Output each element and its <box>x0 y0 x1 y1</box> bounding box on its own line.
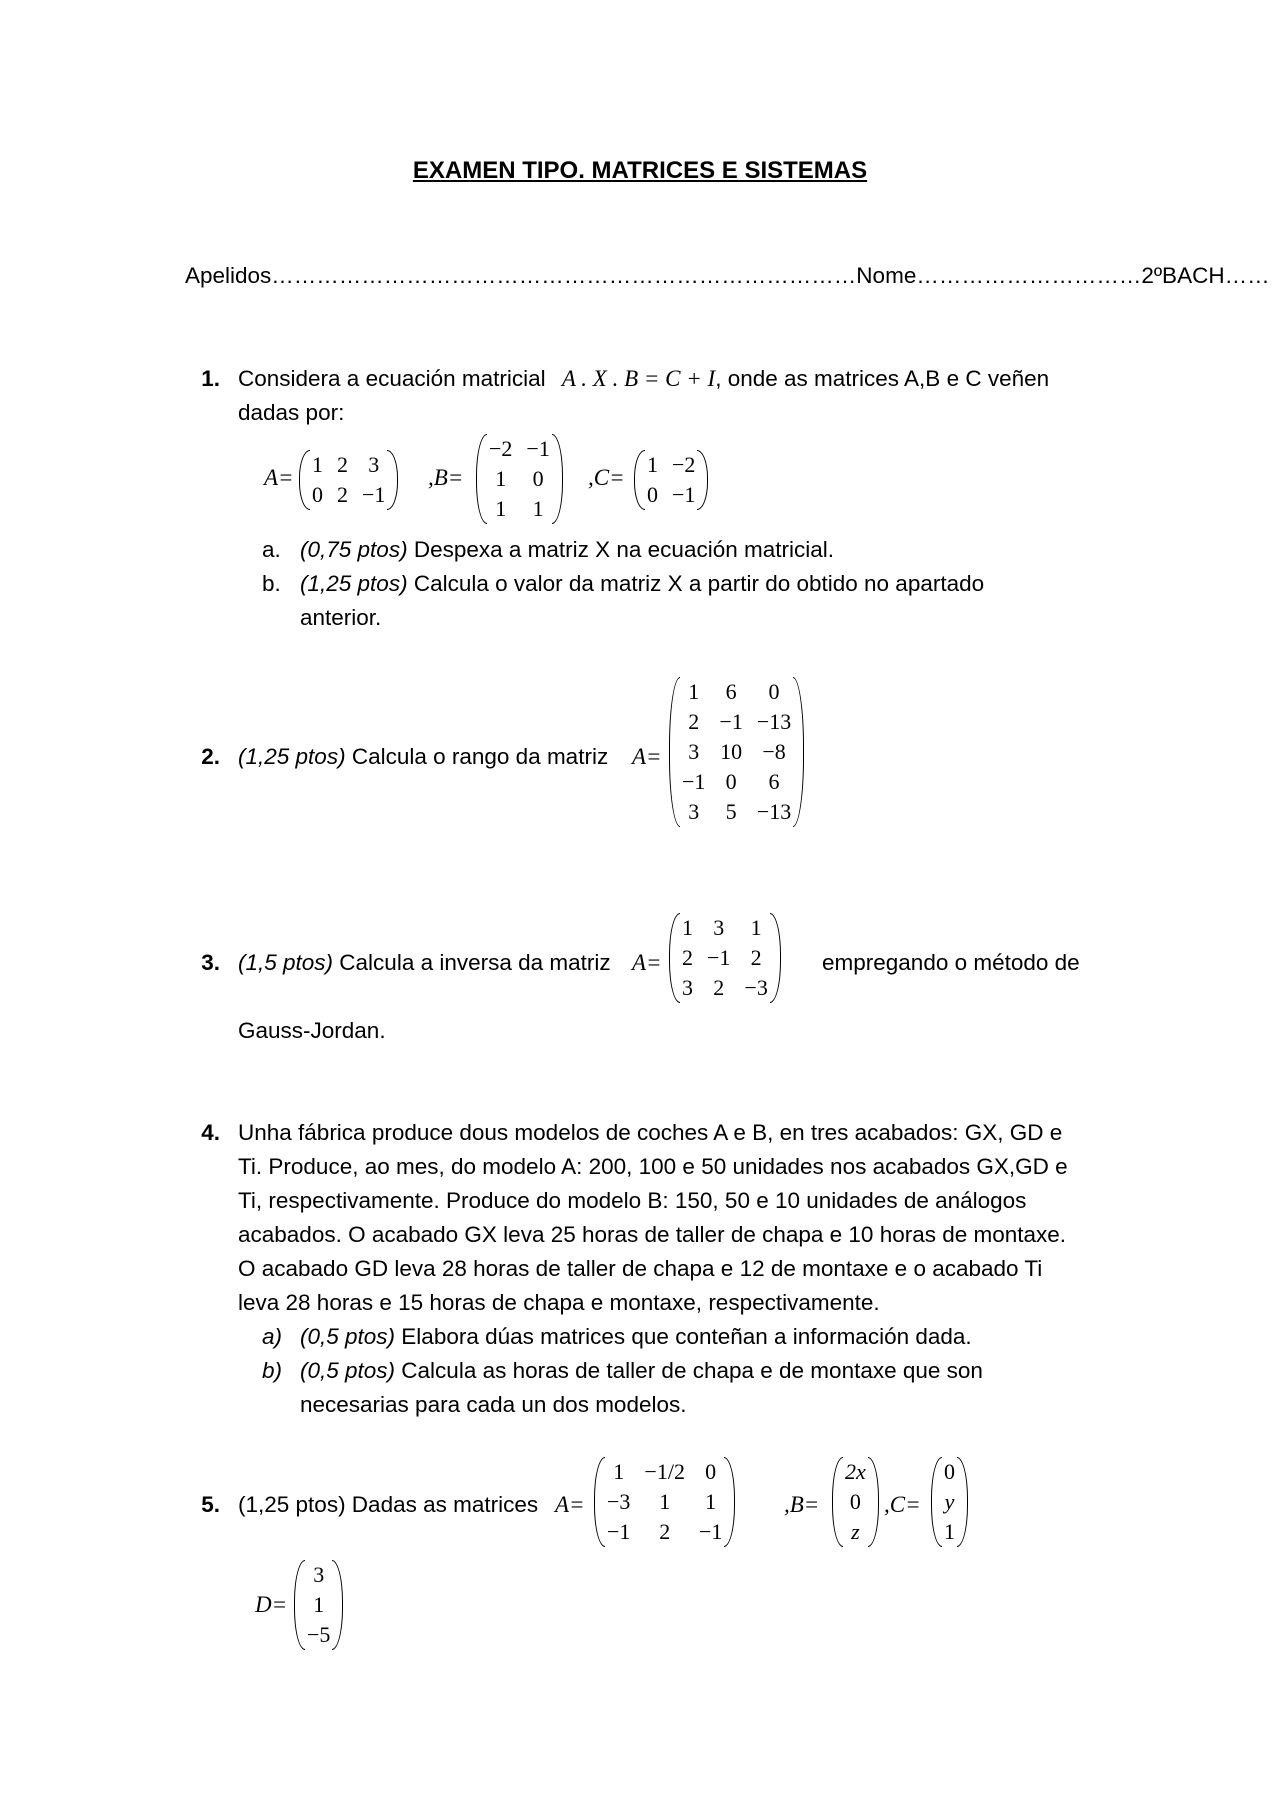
q2-A-label: A= <box>632 744 662 769</box>
matrix-cell: −13 <box>756 709 792 734</box>
q4-b-pts: (0,5 ptos) <box>300 1358 396 1383</box>
matrix-cell: 1 <box>613 1459 625 1484</box>
matrix-cell: −1 <box>607 1519 631 1544</box>
q2-text-body: Calcula o rango da matriz <box>345 744 609 769</box>
q1-equation: A . X . B = C + I <box>561 366 716 391</box>
matrix-row <box>675 677 798 707</box>
q4-a-marker: a) <box>262 1324 283 1349</box>
matrix-cell: 5 <box>725 799 737 824</box>
matrix-cell: −1 <box>698 1519 723 1544</box>
q5-number: 5. <box>201 1492 220 1517</box>
matrix-cell: −5 <box>307 1622 331 1647</box>
q3-text <box>238 950 611 976</box>
q4-line-3: Ti, respectivamente. Produce do modelo B: 150, 50 e 10 unidades de análogos <box>238 1188 1027 1213</box>
matrix-cell: −2 <box>672 452 696 477</box>
left-paren <box>931 1457 942 1547</box>
right-paren <box>697 450 708 510</box>
q4-b-marker: b) <box>262 1358 283 1383</box>
q1-C-label: ,C= <box>588 465 625 490</box>
q4-b-text: Calcula as horas de taller de chapa e de montaxe que son <box>395 1358 983 1383</box>
q1-matrix-B <box>482 434 557 530</box>
matrix-cell: 3 <box>688 739 700 764</box>
matrix-row <box>600 1487 729 1517</box>
q3-matrix-A <box>675 913 775 1009</box>
matrix-cell: −2 <box>489 436 513 461</box>
right-paren <box>332 1560 343 1650</box>
matrix-row <box>640 450 702 480</box>
q3-number: 3. <box>201 950 220 975</box>
q1-a-item <box>300 537 834 563</box>
q5-matrix-A <box>600 1457 729 1553</box>
q5-D-label: D= <box>255 1592 288 1617</box>
q4-a-pts: (0,5 ptos) <box>300 1324 396 1349</box>
matrix-cell: −1 <box>682 769 706 794</box>
left-paren <box>594 1457 605 1547</box>
q1-A-label: A= <box>264 465 294 490</box>
q4-number: 4. <box>201 1120 220 1145</box>
q4-line-1: Unha fábrica produce dous modelos de coches A e B, en tres acabados: GX, GD e <box>238 1120 1063 1145</box>
matrix-cell: 2x <box>845 1459 866 1484</box>
q1-text-after: , onde as matrices A,B e C veñen <box>715 366 1050 391</box>
right-paren <box>770 913 781 1003</box>
q2-number: 2. <box>201 744 220 769</box>
matrix-cell: 1 <box>647 452 658 477</box>
q4-a-text: Elabora dúas matrices que conteñan a información dada. <box>395 1324 972 1349</box>
q3-text-body: Calcula a inversa da matriz <box>333 950 611 975</box>
page-title: EXAMEN TIPO. MATRICES E SISTEMAS <box>412 157 868 184</box>
q5-matrix-C <box>937 1457 962 1553</box>
matrix-cell: 6 <box>768 769 780 794</box>
matrix-cell: 0 <box>705 1459 717 1484</box>
matrix-cell: 2 <box>682 945 693 970</box>
q1-text-line2: dadas por: <box>238 400 345 425</box>
q1-text-before: Considera a ecuación matricial <box>238 366 546 391</box>
matrix-row <box>482 494 557 524</box>
matrix-cell: 1 <box>312 452 323 477</box>
matrix-body <box>640 450 702 510</box>
matrix-row <box>482 464 557 494</box>
q1-matrix-C <box>640 450 702 516</box>
matrix-cell: 1 <box>944 1519 955 1544</box>
matrix-cell: 2 <box>337 452 348 477</box>
matrix-cell: 6 <box>725 679 737 704</box>
q5-matrix-B <box>838 1457 873 1553</box>
matrix-cell: z <box>851 1519 860 1544</box>
matrix-cell: −3 <box>744 975 768 1000</box>
matrix-cell: 3 <box>313 1562 325 1587</box>
matrix-cell: −1 <box>672 482 696 507</box>
matrix-cell: 1 <box>659 1489 671 1514</box>
q1-matrix-A <box>305 450 392 516</box>
left-paren <box>294 1560 305 1650</box>
matrix-cell: 3 <box>713 915 725 940</box>
matrix-cell: 0 <box>849 1489 861 1514</box>
q1-b-marker: b. <box>262 571 281 596</box>
matrix-cell: −3 <box>607 1489 631 1514</box>
q1-a-marker: a. <box>262 537 281 562</box>
left-paren <box>669 677 680 827</box>
matrix-cell: 0 <box>647 482 658 507</box>
matrix-body <box>482 434 557 524</box>
matrix-cell: 2 <box>688 709 700 734</box>
left-paren <box>299 450 310 510</box>
q1-b-text: Calcula o valor da matriz X a partir do obtido no apartado <box>407 571 985 596</box>
q3-A-label: A= <box>632 950 662 975</box>
matrix-cell: −1 <box>362 482 386 507</box>
q1-a-pts: (0,75 ptos) <box>300 537 408 562</box>
q2-pts: (1,25 ptos) <box>238 744 346 769</box>
q3-text-line2: Gauss-Jordan. <box>238 1018 386 1043</box>
matrix-row <box>600 1517 729 1547</box>
matrix-cell: 2 <box>750 945 762 970</box>
matrix-cell: 1 <box>532 496 544 521</box>
right-paren <box>552 434 563 524</box>
matrix-body <box>305 450 392 510</box>
q1-b-item <box>300 571 984 597</box>
matrix-row <box>675 973 775 1003</box>
matrix-cell: −1 <box>719 709 743 734</box>
matrix-cell: 3 <box>688 799 700 824</box>
matrix-cell: −8 <box>762 739 786 764</box>
matrix-row <box>675 707 798 737</box>
right-paren <box>724 1457 735 1547</box>
matrix-cell: −1 <box>707 945 731 970</box>
student-header-line: Apelidos……………………………………………………………………Nome…………………………2ºBACH…… <box>185 263 1270 288</box>
matrix-body <box>675 677 798 827</box>
q2-matrix-A <box>675 677 798 833</box>
matrix-row <box>305 480 392 510</box>
q1-b-text2: anterior. <box>300 605 382 630</box>
matrix-cell: −1 <box>526 436 550 461</box>
q4-line-2: Ti. Produce, ao mes, do modelo A: 200, 100 e 50 unidades nos acabados GX,GD e <box>238 1154 1068 1179</box>
matrix-cell: 0 <box>944 1459 955 1484</box>
left-paren <box>476 434 487 524</box>
matrix-body <box>300 1560 337 1650</box>
matrix-row <box>675 913 775 943</box>
q1-b-pts: (1,25 ptos) <box>300 571 408 596</box>
matrix-cell: 1 <box>705 1489 717 1514</box>
matrix-cell: 0 <box>768 679 780 704</box>
left-paren <box>669 913 680 1003</box>
matrix-cell: 1 <box>313 1592 325 1617</box>
q2-text <box>238 744 608 770</box>
q1-number: 1. <box>201 366 220 391</box>
q3-pts: (1,5 ptos) <box>238 950 334 975</box>
q5-matrix-D <box>300 1560 337 1656</box>
matrix-row <box>675 767 798 797</box>
right-paren <box>868 1457 879 1547</box>
matrix-cell: 10 <box>720 739 743 764</box>
matrix-cell: 0 <box>532 466 544 491</box>
matrix-body <box>937 1457 962 1547</box>
matrix-row <box>675 943 775 973</box>
q1-a-text: Despexa a matriz X na ecuación matricial. <box>407 537 834 562</box>
left-paren <box>634 450 645 510</box>
q4-a-item <box>300 1324 972 1350</box>
q5-C-label: ,C= <box>884 1492 921 1517</box>
matrix-body <box>600 1457 729 1547</box>
matrix-cell: −1/2 <box>644 1459 685 1484</box>
matrix-cell: 2 <box>337 482 348 507</box>
matrix-cell: 3 <box>682 975 693 1000</box>
q5-B-label: ,B= <box>784 1492 820 1517</box>
q4-b-text2: necesarias para cada un dos modelos. <box>300 1392 687 1417</box>
q1-B-label: ,B= <box>428 465 464 490</box>
matrix-row <box>482 434 557 464</box>
q5-text: (1,25 ptos) Dadas as matrices <box>238 1492 539 1517</box>
left-paren <box>832 1457 843 1547</box>
matrix-cell: 1 <box>495 466 507 491</box>
q4-b-item <box>300 1358 983 1384</box>
matrix-body <box>838 1457 873 1547</box>
right-paren <box>387 450 398 510</box>
matrix-cell: 2 <box>713 975 725 1000</box>
right-paren <box>793 677 804 827</box>
q3-text-after: empregando o método de <box>822 950 1080 975</box>
q1-text <box>238 366 1049 392</box>
matrix-cell: 2 <box>659 1519 671 1544</box>
matrix-row <box>600 1457 729 1487</box>
matrix-row <box>305 450 392 480</box>
matrix-cell: 1 <box>750 915 762 940</box>
matrix-cell: 1 <box>682 915 693 940</box>
matrix-cell: 1 <box>688 679 700 704</box>
matrix-row <box>675 797 798 827</box>
matrix-cell: 0 <box>725 769 737 794</box>
q4-line-4: acabados. O acabado GX leva 25 horas de taller de chapa e 10 horas de montaxe. <box>238 1222 1067 1247</box>
q4-line-6: leva 28 horas e 15 horas de chapa e montaxe, respectivamente. <box>238 1290 880 1315</box>
q4-line-5: O acabado GD leva 28 horas de taller de chapa e 12 de montaxe e o acabado Ti <box>238 1256 1043 1281</box>
matrix-cell: 1 <box>495 496 507 521</box>
matrix-cell: y <box>944 1489 955 1514</box>
matrix-row <box>675 737 798 767</box>
right-paren <box>957 1457 968 1547</box>
matrix-cell: 3 <box>368 452 380 477</box>
matrix-cell: 0 <box>312 482 323 507</box>
q5-A-label: A= <box>555 1492 585 1517</box>
matrix-row <box>640 480 702 510</box>
matrix-cell: −13 <box>756 799 792 824</box>
matrix-body <box>675 913 775 1003</box>
